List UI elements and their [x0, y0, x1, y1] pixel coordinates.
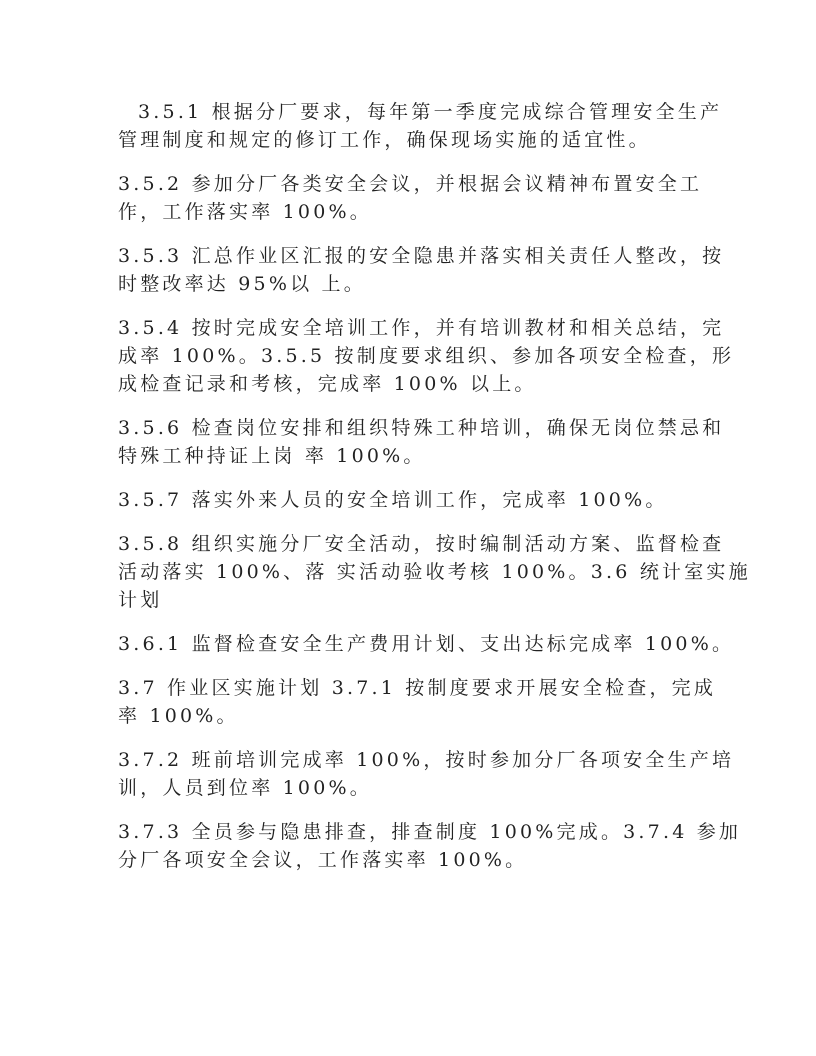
- text-line: 3.5.8 组织实施分厂安全活动，按时编制活动方案、监督检查: [118, 533, 725, 555]
- paragraph: [118, 242, 725, 298]
- text-line: 3.5.6 检查岗位安排和组织特殊工种培训，确保无岗位禁忌和: [118, 417, 725, 439]
- text-line: 3.5.4 按时完成安全培训工作，并有培训教材和相关总结，完: [118, 317, 725, 339]
- text-line: 成率 100%。3.5.5 按制度要求组织、参加各项安全检查，形: [118, 345, 735, 367]
- paragraph: [118, 486, 708, 514]
- text-line: 3.6.1 监督检查安全生产费用计划、支出达标完成率 100%。: [118, 633, 735, 655]
- text-line: 3.7.3 全员参与隐患排查，排查制度 100%完成。3.7.4 参加: [118, 821, 742, 843]
- text-line: 特殊工种持证上岗 率 100%。: [118, 445, 426, 467]
- text-line: 分厂各项安全会议，工作落实率 100%。: [118, 849, 528, 871]
- text-line: 时整改率达 95%以 上。: [118, 273, 366, 295]
- document-body: [118, 98, 751, 890]
- text-line: 3.5.3 汇总作业区汇报的安全隐患并落实相关责任人整改，按: [118, 245, 725, 267]
- text-line: 率 100%。: [118, 705, 239, 727]
- text-line: 成检查记录和考核，完成率 100% 以上。: [118, 373, 537, 395]
- text-line: 3.5.2 参加分厂各类安全会议，并根据会议精神布置安全工: [118, 173, 703, 195]
- paragraph: [118, 314, 735, 398]
- paragraph: [118, 414, 725, 470]
- paragraph: [118, 530, 751, 614]
- text-line: 作，工作落实率 100%。: [118, 201, 372, 223]
- text-line: 训，人员到位率 100%。: [118, 777, 372, 799]
- text-line: 3.7 作业区实施计划 3.7.1 按制度要求开展安全检查，完成: [118, 677, 717, 699]
- paragraph: [118, 746, 735, 802]
- paragraph: [118, 818, 742, 874]
- text-line: 计划: [118, 589, 163, 611]
- text-line: 3.7.2 班前培训完成率 100%，按时参加分厂各项安全生产培: [118, 749, 735, 771]
- paragraph: [118, 630, 735, 658]
- text-line: 管理制度和规定的修订工作，确保现场实施的适宜性。: [118, 129, 651, 151]
- paragraph: [118, 674, 717, 730]
- text-line: 活动落实 100%、落 实活动验收考核 100%。3.6 统计室实施: [118, 561, 751, 583]
- text-line: 3.5.7 落实外来人员的安全培训工作，完成率 100%。: [118, 489, 668, 511]
- paragraph: [118, 170, 708, 226]
- paragraph: [118, 98, 723, 154]
- text-line: 3.5.1 根据分厂要求，每年第一季度完成综合管理安全生产: [138, 101, 723, 123]
